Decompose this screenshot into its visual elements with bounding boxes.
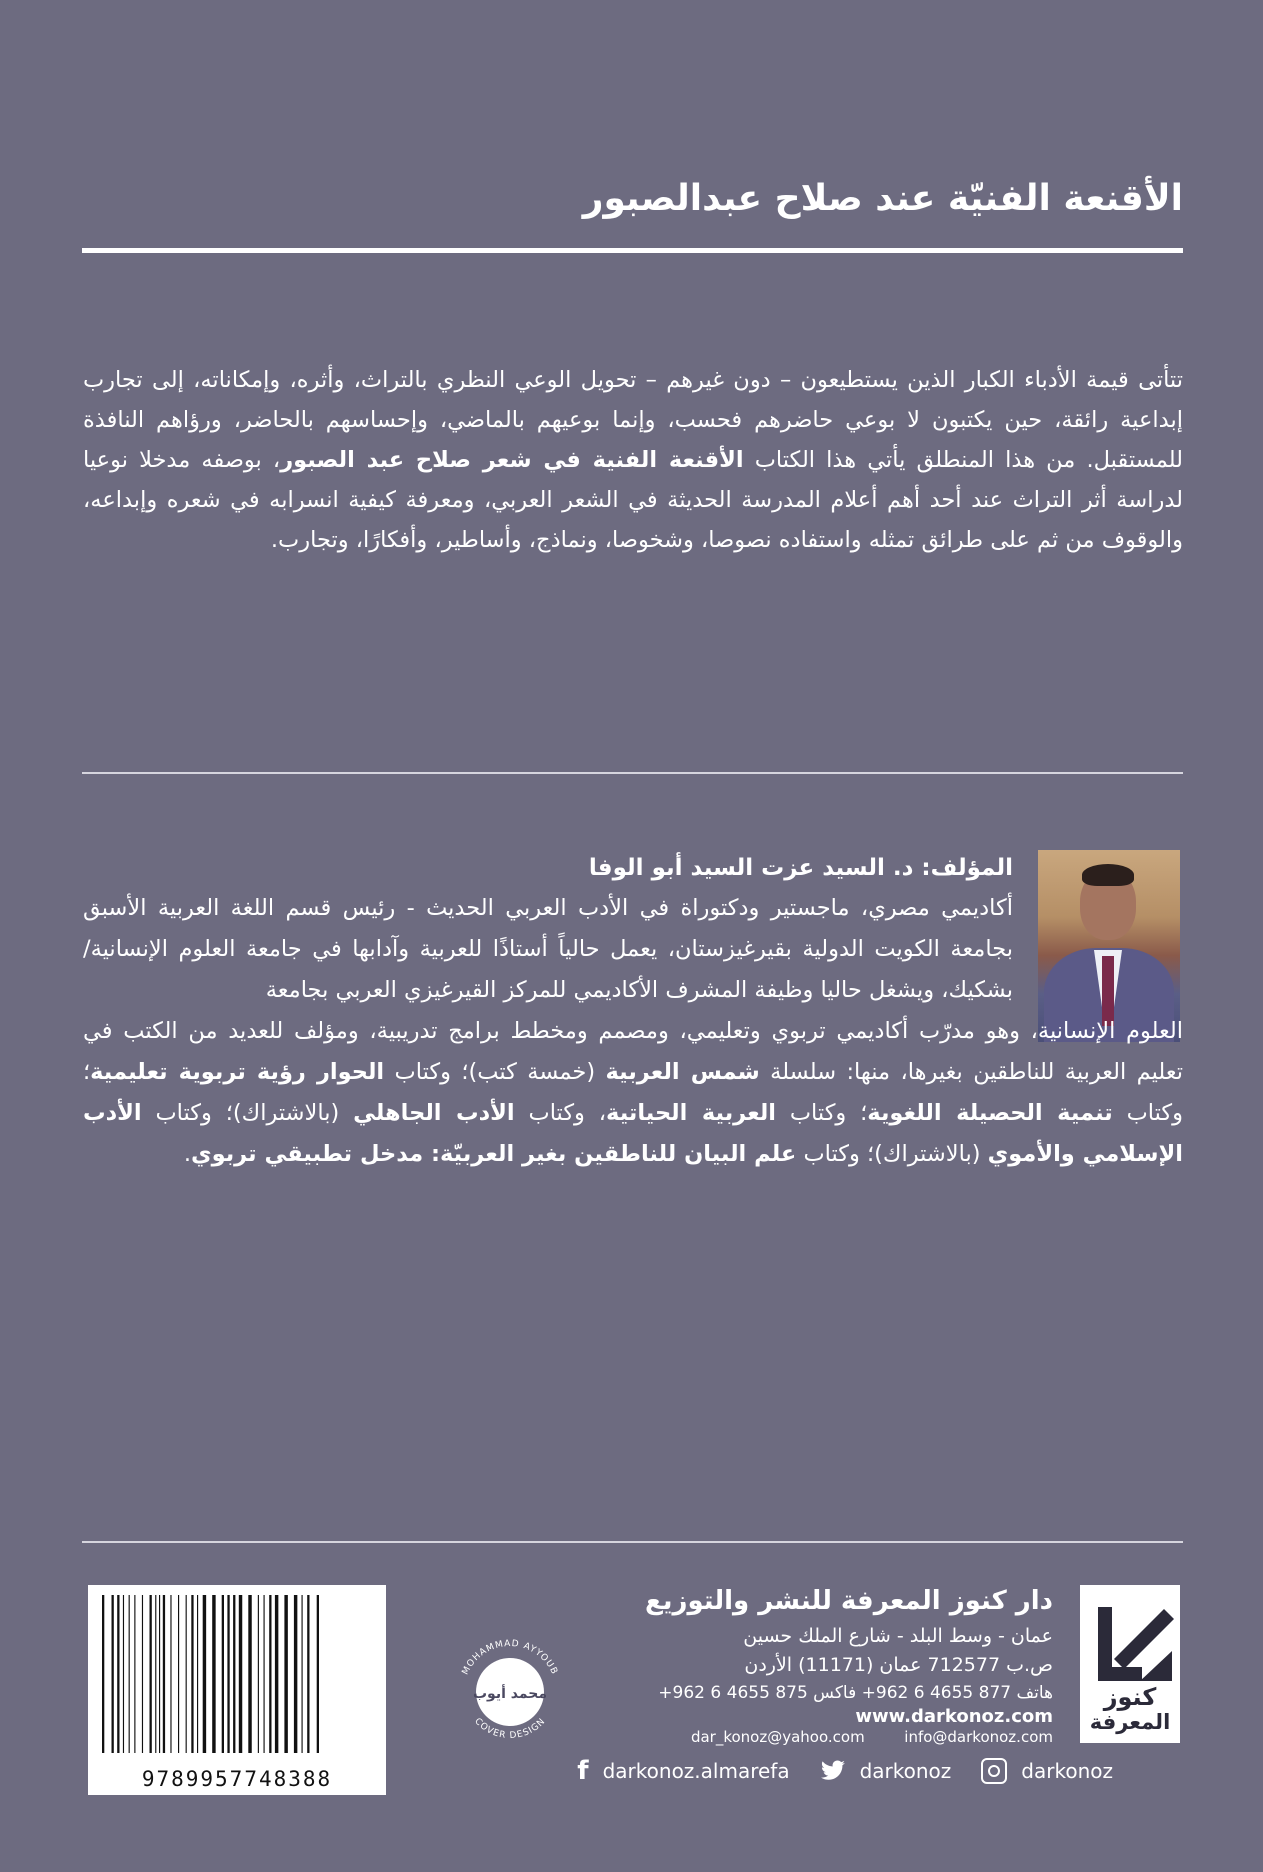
publisher-pobox: ص.ب 712577 عمان (11171) الأردن — [744, 1654, 1053, 1676]
barcode-bar — [233, 1595, 235, 1753]
barcode-bar — [117, 1595, 119, 1753]
instagram-handle[interactable]: darkonoz — [1021, 1759, 1113, 1783]
blurb-paragraph — [83, 360, 1183, 560]
barcode-bar — [212, 1595, 215, 1753]
bio-text: ، وكتاب — [514, 1100, 607, 1126]
barcode-bar — [123, 1595, 124, 1753]
barcode-bar — [186, 1595, 187, 1753]
barcode-bar — [269, 1595, 271, 1753]
book-name: شمس العربية — [605, 1059, 760, 1085]
isbn-number: 9789957748388 — [141, 1767, 333, 1791]
bio-text: (بالاشتراك)؛ وكتاب — [796, 1141, 988, 1167]
barcode-bars — [98, 1595, 376, 1757]
barcode-bar — [170, 1595, 171, 1753]
title-underline — [82, 248, 1183, 253]
barcode-bar — [142, 1595, 143, 1753]
blurb-text-end: ، بوصفه مدخلا نوعيا لدراسة أثر التراث عند أحد أهم أعلام المدرسة الحديثة في الشعر العربي، ومعرفة كيفية انسرابه في شعره وإبداعه، والوقوف من ثم على طرائق تمثله واستفاده نصوصا، وشخوصا، ونماذج، وأساطير، وأفكارًا، وتجارب. — [83, 447, 1183, 553]
barcode-bar — [284, 1595, 287, 1753]
barcode-bar — [112, 1595, 114, 1753]
barcode-bar — [317, 1595, 319, 1753]
barcode-bar — [294, 1595, 297, 1753]
barcode-bar — [239, 1595, 242, 1753]
publisher-logo — [1080, 1585, 1180, 1743]
barcode-bar — [178, 1595, 179, 1753]
blurb-book-title: الأقنعة الفنية في شعر صلاح عبد الصبور — [280, 447, 744, 473]
designer-seal — [450, 1632, 570, 1752]
barcode-bar — [227, 1595, 229, 1753]
barcode-bar — [258, 1595, 259, 1753]
barcode-bar — [275, 1595, 278, 1753]
barcode-bar — [159, 1595, 160, 1753]
blurb-text: تتأتى قيمة الأدباء الكبار الذين يستطيعون – دون غيرهم – تحويل الوعي النظري بالتراث، وأثره، وإمكاناته، إلى تجارب إبداعية رائقة، حين يكتبون لا بوعي حاضرهم فحسب، وإنما بوعيهم بالماضي، وإحساسهم بالحاضر، ورؤاهم النافذة للمستقبل. من هذا المنطلق يأتي هذا الكتاب — [83, 367, 1184, 473]
barcode — [88, 1585, 386, 1795]
barcode-bar — [264, 1595, 265, 1753]
publisher-name: دار كنوز المعرفة للنشر والتوزيع — [644, 1586, 1053, 1616]
logo-word-bottom: المعرفة — [1089, 1710, 1171, 1734]
logo-word-top: كنوز — [1103, 1683, 1157, 1711]
book-name: تنمية الحصيلة اللغوية — [867, 1100, 1113, 1126]
barcode-bar — [302, 1595, 303, 1753]
publisher-address: عمان - وسط البلد - شارع الملك حسين — [743, 1625, 1053, 1647]
email-link[interactable]: dar_konoz@yahoo.com — [690, 1728, 865, 1746]
barcode-bar — [134, 1595, 135, 1753]
seal-arabic-name: محمد أيوب — [472, 1686, 548, 1702]
publisher-website[interactable]: www.darkonoz.com — [855, 1706, 1053, 1727]
facebook-handle[interactable]: darkonoz.almarefa — [602, 1759, 790, 1783]
barcode-bar — [191, 1595, 193, 1753]
seal-latin-name: MOHAMMAD AYYOUB — [460, 1638, 560, 1677]
bio-text: . — [183, 1141, 191, 1167]
author-bio — [83, 888, 1183, 1175]
book-name: علم البيان للناطقين بغير العربيّة: مدخل تطبيقي تربوي — [190, 1141, 797, 1167]
bio-text: ؛ وكتاب — [83, 1059, 1183, 1126]
barcode-bar — [203, 1595, 206, 1753]
bio-text: ؛ وكتاب — [776, 1100, 868, 1126]
author-bio-text: العلوم الإنسانية، وهو مدرّب أكاديمي تربوي وتعليمي، ومصمم ومخطط برامج تدريبية، ومؤلف للعديد من الكتب في تعليم العربية للناطقين بغيرها، منها: سلسلة — [83, 1018, 1183, 1085]
instagram-icon — [981, 1758, 1007, 1784]
barcode-bar — [129, 1595, 130, 1753]
social-links — [577, 1758, 1113, 1784]
publisher-emails — [691, 1728, 1053, 1746]
twitter-icon — [820, 1760, 846, 1782]
barcode-bar — [163, 1595, 165, 1753]
author-label: المؤلف: د. السيد عزت السيد أبو الوفا — [588, 855, 1013, 881]
book-name: الأدب الإسلامي والأموي — [83, 1100, 1183, 1167]
barcode-bar — [197, 1595, 198, 1753]
barcode-bar — [102, 1595, 104, 1753]
bio-text: (بالاشتراك)؛ وكتاب — [141, 1100, 354, 1126]
barcode-bar — [307, 1595, 309, 1753]
barcode-bar — [248, 1595, 251, 1753]
publisher-phone: هاتف 877 4655 6 962+ فاكس 875 4655 6 962+ — [658, 1683, 1053, 1703]
facebook-icon: f — [577, 1756, 589, 1786]
barcode-bar — [155, 1595, 156, 1753]
twitter-handle[interactable]: darkonoz — [859, 1759, 952, 1783]
section-divider — [82, 772, 1183, 774]
email-link[interactable]: info@darkonoz.com — [904, 1728, 1053, 1746]
logo-mark-icon — [1080, 1589, 1180, 1689]
book-name: الحوار رؤية تربوية تعليمية — [90, 1059, 385, 1085]
book-title: الأقنعة الفنيّة عند صلاح عبدالصبور — [582, 178, 1183, 219]
barcode-bar — [150, 1595, 152, 1753]
barcode-bar — [222, 1595, 224, 1753]
seal-latin-role: COVER DESIGN — [472, 1716, 548, 1742]
book-name: العربية الحياتية — [606, 1100, 777, 1126]
author-bio-intro: أكاديمي مصري، ماجستير ودكتوراة في الأدب العربي الحديث - رئيس قسم اللغة العربية الأسبق بجامعة الكويت الدولية بقيرغيزستان، يعمل حالياً أستاذًا للعربية وآدابها في جامعة العلوم الإنسانية/ بشكيك، ويشغل حاليا وظيفة المشرف الأكاديمي للمركز القيرغيزي العربي بجامعة — [83, 895, 1013, 1003]
footer-divider — [82, 1541, 1183, 1543]
book-name: الأدب الجاهلي — [353, 1100, 515, 1126]
bio-text: (خمسة كتب)؛ وكتاب — [384, 1059, 606, 1085]
